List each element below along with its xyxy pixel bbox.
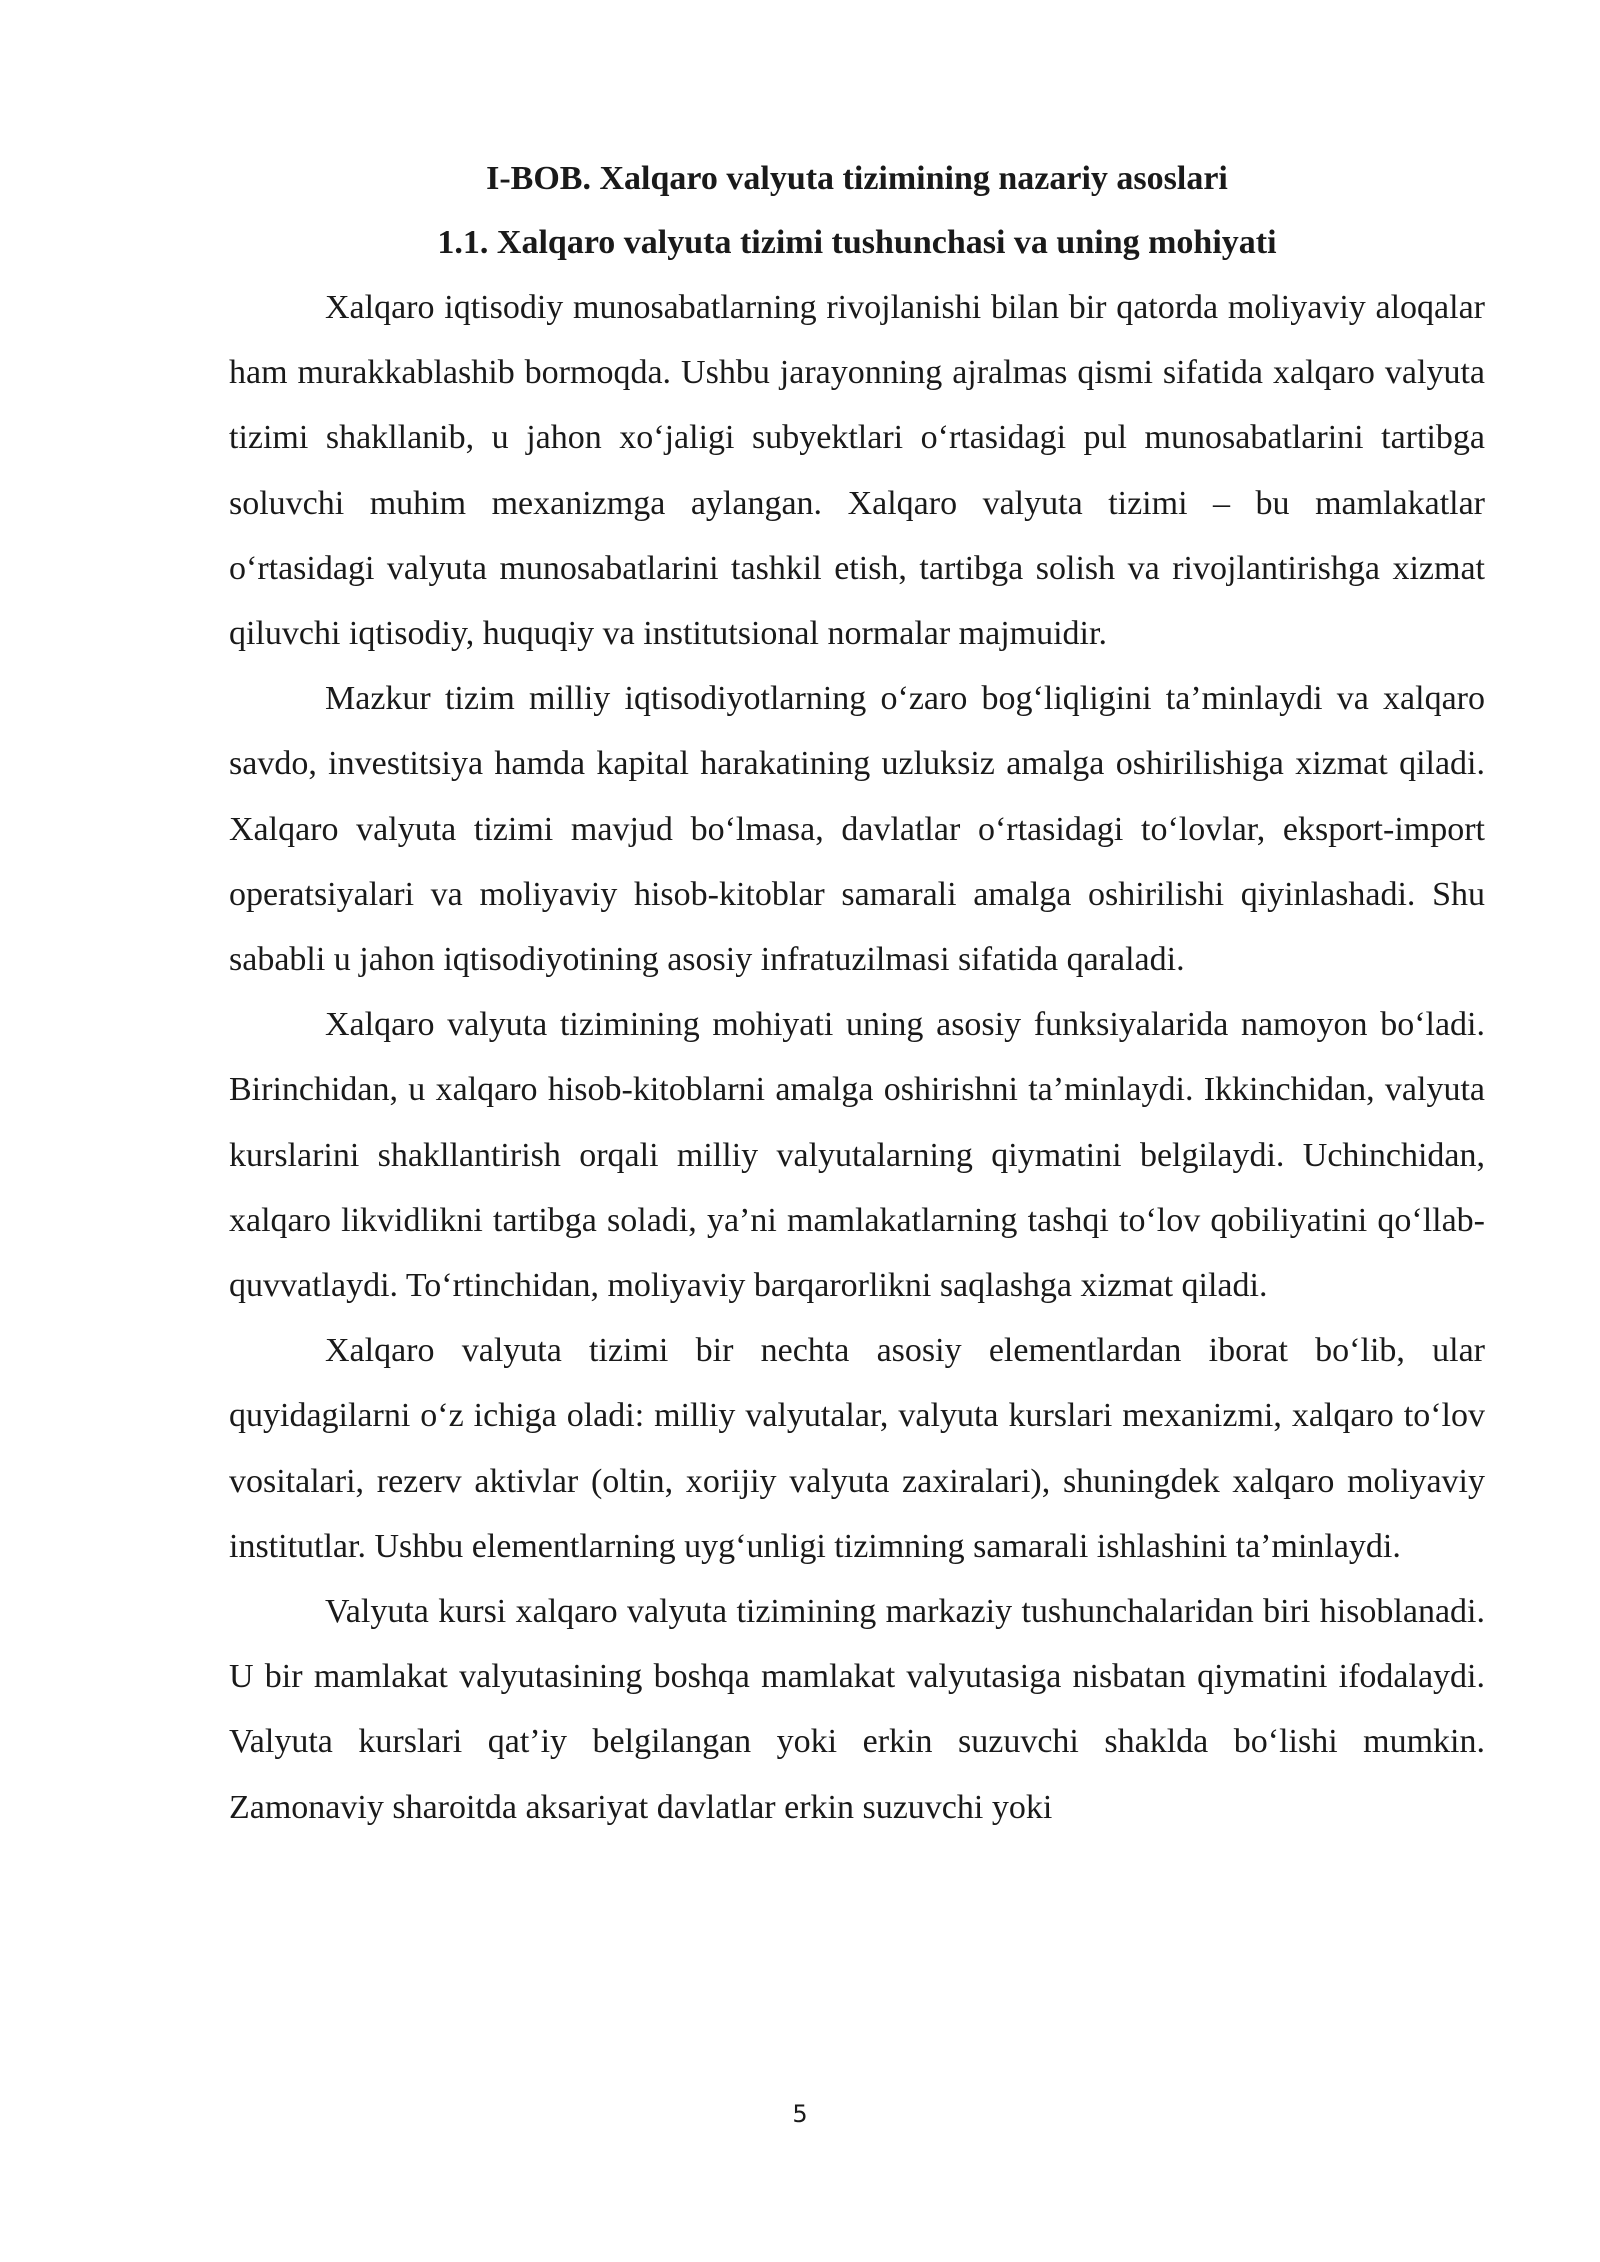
section-title: 1.1. Xalqaro valyuta tizimi tushunchasi va uning mohiyati	[437, 224, 1277, 261]
page-number: 5	[792, 2100, 808, 2128]
paragraph: Xalqaro iqtisodiy munosabatlarning rivojlanishi bilan bir qatorda moliyaviy aloqalar ham murakkablashib bormoqda. Ushbu jarayonning ajralmas qismi sifatida xalqaro valyuta tizimi shakllanib, u jahon xo‘jaligi subyektlari o‘rtasidagi pul munosabatlarini tartibga soluvchi muhim mexanizmga aylangan. Xalqaro valyuta tizimi – bu mamlakatlar o‘rtasidagi valyuta munosabatlarini tashkil etish, tartibga solish va rivojlantirishga xizmat qiluvchi iqtisodiy, huquqiy va institutsional normalar majmuidir.	[229, 289, 1485, 653]
page-content	[229, 147, 1485, 1840]
chapter-title: I-BOB. Xalqaro valyuta tizimining nazariy asoslari	[486, 160, 1228, 197]
paragraph: Valyuta kursi xalqaro valyuta tizimining markaziy tushunchalaridan biri hisoblanadi. U bir mamlakat valyutasining boshqa mamlakat valyutasiga nisbatan qiymatini ifodalaydi. Valyuta kurslari qat’iy belgilangan yoki erkin suzuvchi shaklda bo‘lishi mumkin. Zamonaviy sharoitda aksariyat davlatlar erkin suzuvchi yoki	[229, 1593, 1485, 1826]
paragraph: Xalqaro valyuta tizimi bir nechta asosiy elementlardan iborat bo‘lib, ular quyidagilarni o‘z ichiga oladi: milliy valyutalar, valyuta kurslari mexanizmi, xalqaro to‘lov vositalari, rezerv aktivlar (oltin, xorijiy valyuta zaxiralari), shuningdek xalqaro moliyaviy institutlar. Ushbu elementlarning uyg‘unligi tizimning samarali ishlashini ta’minlaydi.	[229, 1332, 1485, 1565]
paragraph: Mazkur tizim milliy iqtisodiyotlarning o‘zaro bog‘liqligini ta’minlaydi va xalqaro savdo, investitsiya hamda kapital harakatining uzluksiz amalga oshirilishiga xizmat qiladi. Xalqaro valyuta tizimi mavjud bo‘lmasa, davlatlar o‘rtasidagi to‘lovlar, eksport-import operatsiyalari va moliyaviy hisob-kitoblar samarali amalga oshirilishi qiyinlashadi. Shu sababli u jahon iqtisodiyotining asosiy infratuzilmasi sifatida qaraladi.	[229, 680, 1485, 979]
paragraph: Xalqaro valyuta tizimining mohiyati uning asosiy funksiyalarida namoyon bo‘ladi. Birinchidan, u xalqaro hisob-kitoblarni amalga oshirishni ta’minlaydi. Ikkinchidan, valyuta kurslarini shakllantirish orqali milliy valyutalarning qiymatini belgilaydi. Uchinchidan, xalqaro likvidlikni tartibga soladi, ya’ni mamlakatlarning tashqi to‘lov qobiliyatini qo‘llab-quvvatlaydi. To‘rtinchidan, moliyaviy barqarorlikni saqlashga xizmat qiladi.	[229, 1006, 1485, 1305]
